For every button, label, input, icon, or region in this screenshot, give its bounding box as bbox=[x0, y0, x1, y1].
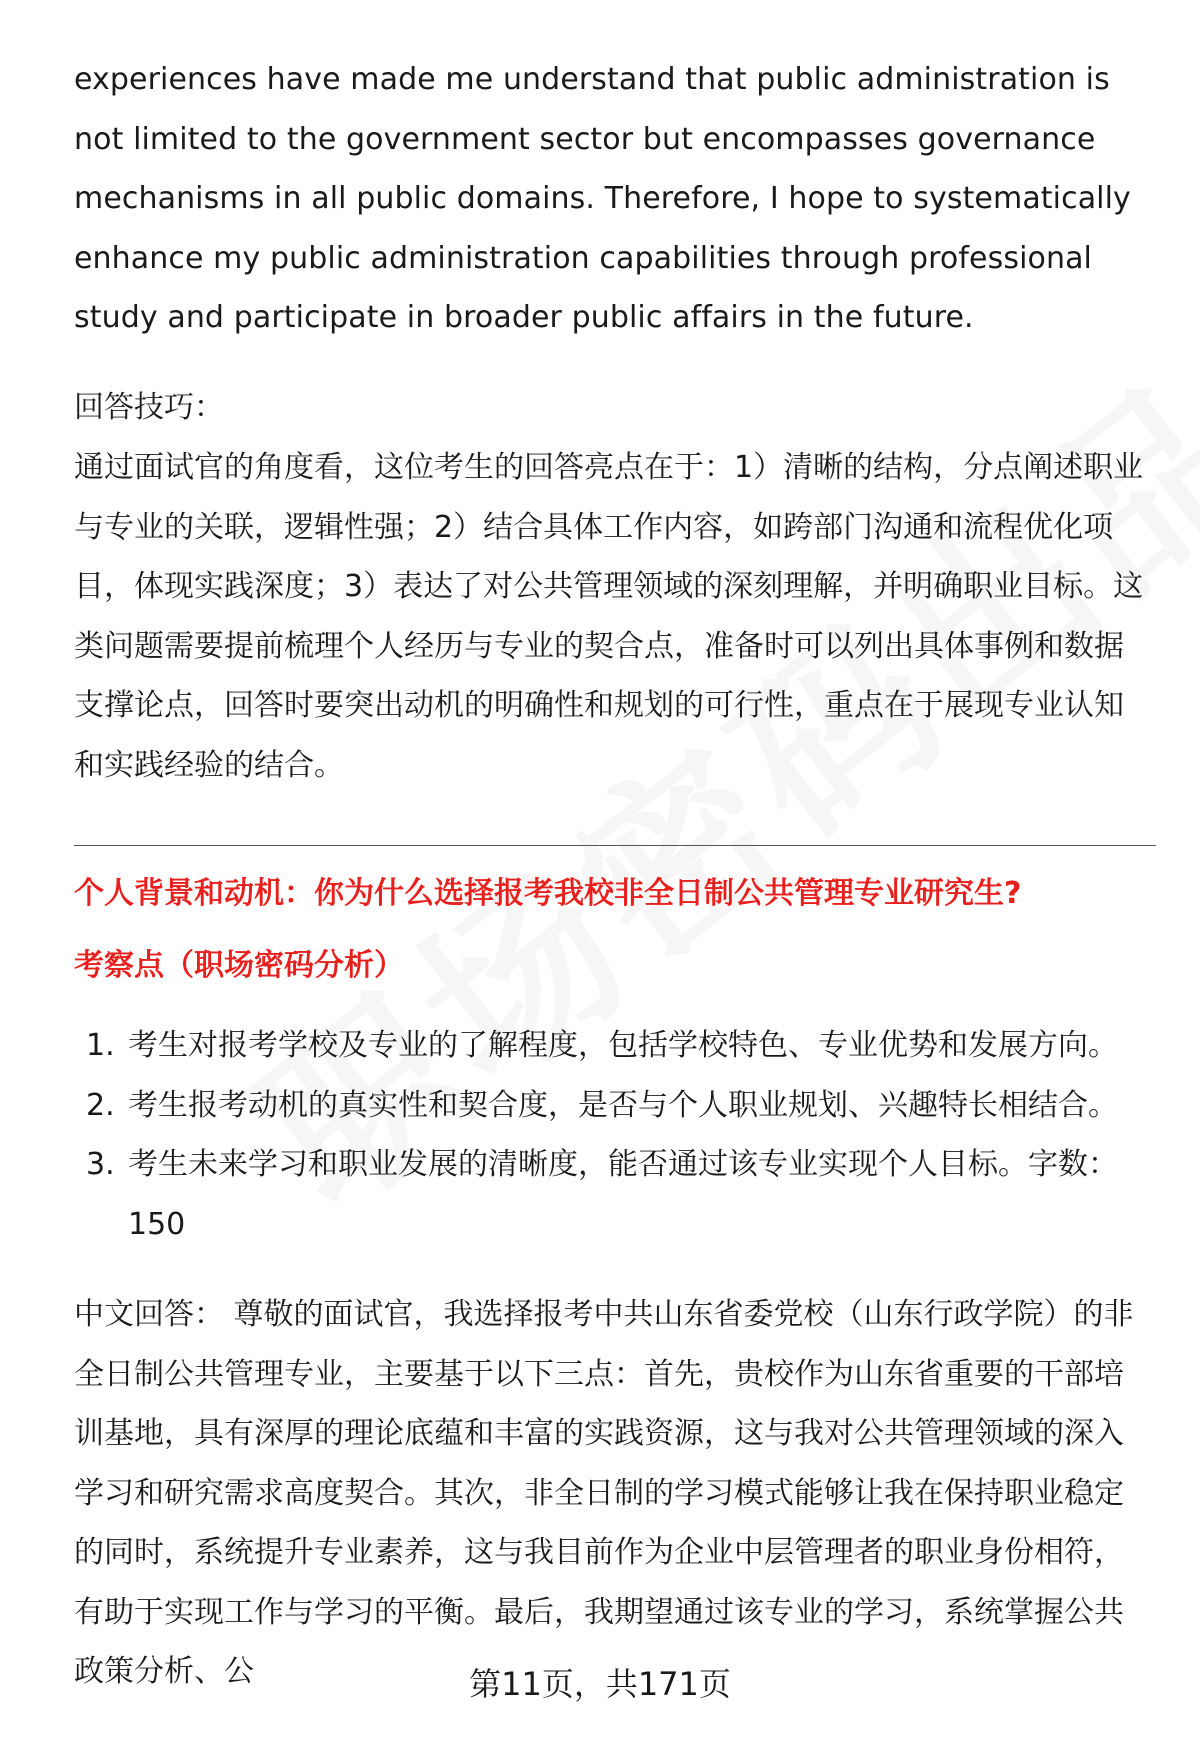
list-item bbox=[74, 1016, 1152, 1076]
question-title: 个人背景和动机：你为什么选择报考我校非全日制公共管理专业研究生? bbox=[74, 876, 1022, 911]
list-text: 考生未来学习和职业发展的清晰度，能否通过该专业实现个人目标。字数：150 bbox=[128, 1147, 1118, 1242]
list-text: 考生报考动机的真实性和契合度，是否与个人职业规划、兴趣特长相结合。 bbox=[128, 1087, 1118, 1123]
list-item bbox=[74, 1135, 1152, 1254]
chinese-answer-paragraph: 中文回答： 尊敬的面试官，我选择报考中共山东省委党校（山东行政学院）的非全日制公共管理专业，主要基于以下三点：首先，贵校作为山东省重要的干部培训基地，具有深厚的理论底蕴和丰富的实践资源，这与我对公共管理领域的深入学习和研究需求高度契合。其次，非全日制的学习模式能够让我在保持职业稳定的同时，系统提升专业素养，这与我目前作为企业中层管理者的职业身份相符，有助于实现工作与学习的平衡。最后，我期望通过该专业的学习，系统掌握公共政策分析、公 bbox=[74, 1297, 1134, 1689]
list-number: 1. bbox=[86, 1028, 115, 1063]
list-number: 3. bbox=[86, 1147, 115, 1182]
tips-label: 回答技巧： bbox=[74, 390, 224, 425]
list-text: 考生对报考学校及专业的了解程度，包括学校特色、专业优势和发展方向。 bbox=[128, 1028, 1118, 1063]
english-answer-paragraph: experiences have made me understand that public administration is not limited to the government sector but encompasses governance mechanisms in all public domains. Therefore, I hope to systematically enhance my public administration capabilities through professional study and participate in broader public affairs in the future. bbox=[74, 62, 1131, 335]
focus-title: 考察点（职场密码分析） bbox=[74, 948, 404, 983]
tips-body: 通过面试官的角度看，这位考生的回答亮点在于：1）清晰的结构，分点阐述职业与专业的关联，逻辑性强；2）结合具体工作内容，如跨部门沟通和流程优化项目，体现实践深度；3）表达了对公共管理领域的深刻理解，并明确职业目标。这类问题需要提前梳理个人经历与专业的契合点，准备时可以列出具体事例和数据支撑论点，回答时要突出动机的明确性和规划的可行性，重点在于展现专业认知和实践经验的结合。 bbox=[74, 450, 1144, 783]
section-divider bbox=[74, 845, 1156, 846]
page-footer: 第11页，共171页 bbox=[469, 1665, 731, 1703]
focus-list bbox=[74, 1016, 1152, 1254]
list-number: 2. bbox=[86, 1087, 115, 1123]
list-item bbox=[74, 1076, 1152, 1136]
